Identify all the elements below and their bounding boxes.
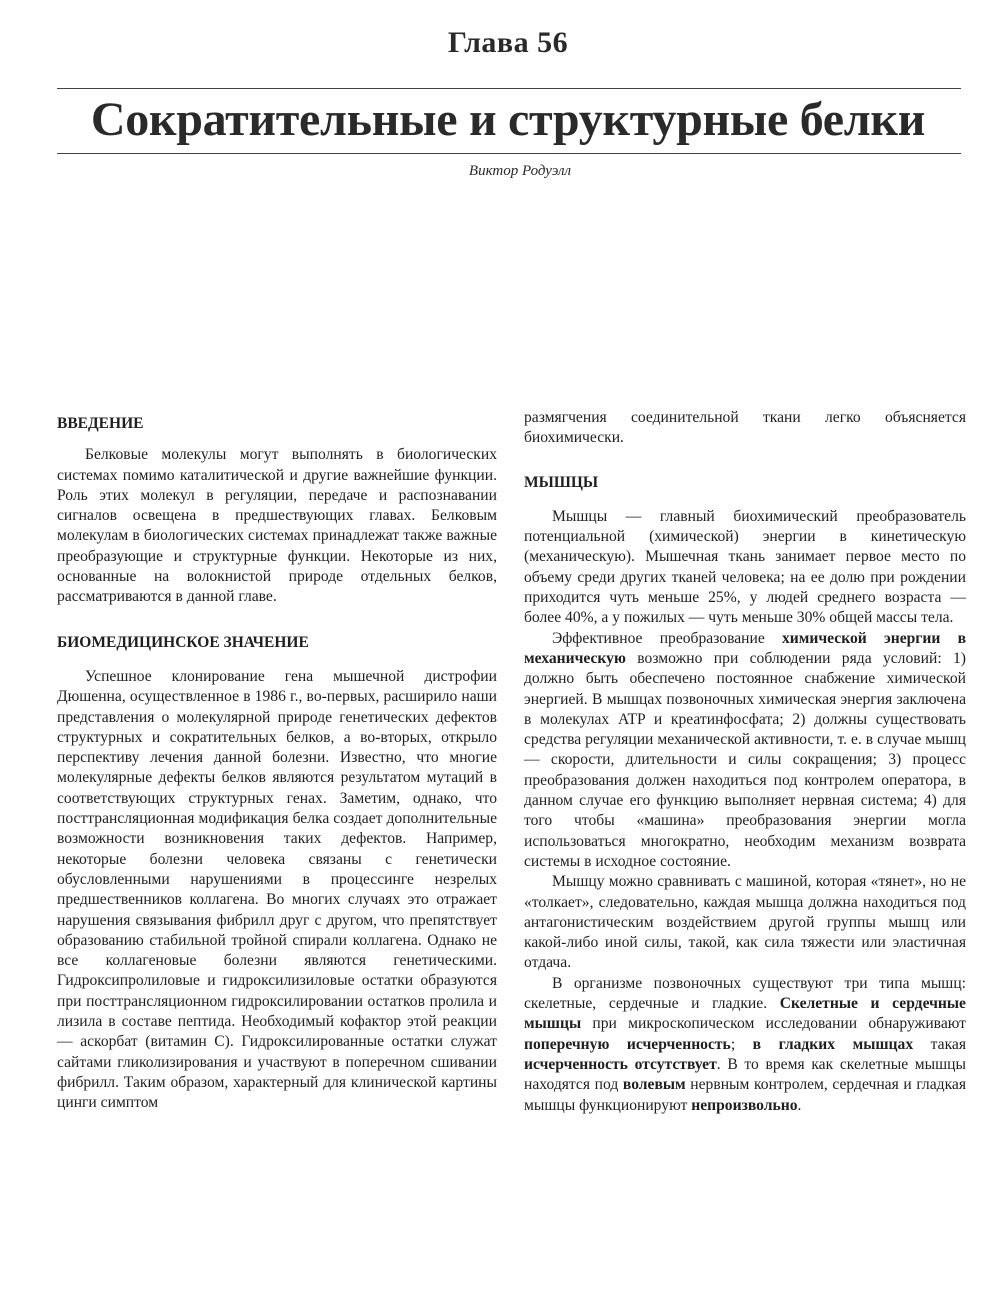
author-name: Виктор Родуэлл — [468, 163, 572, 179]
bold-term: Скелетные и сердечные мышцы — [524, 995, 966, 1033]
biomedical-paragraph: Успешное клонирование гена мышечной дистрофии Дюшенна, осуществленное в 1986 г., во-первых, расширило наши представления о молекулярной природе генетических дефектов структурных и сократительных белков, а во-вторых, открыло перспективу лечения данной болезни. Известно, что многие молекулярные дефекты белков являются результатом мутаций в соответствующих структурных генах. Заметим, однако, что посттрансляционная модификация белка создает дополнительные возможности возникновения таких дефектов. Например, некоторые болезни человека связаны с генетически обусловленными нарушениями в процессинге незрелых предшественников коллагена. Во многих случаях это отражает нарушения связывания фибрилл друг с другом, что препятствует образованию стабильной тройной спирали коллагена. Однако не все коллагеновые болезни являются генетическими. Гидроксипролиловые и гидроксилизиловые остатки образуются при посттрансляционном гидроксилировании остатков пролила и лизила в составе пептида. Необходимый кофактор этой реакции — аскорбат (витамин С). Гидроксилированные остатки служат сайтами гликолизирования и участвуют в поперечном сшивании фибрилл. Таким образом, характерный для клинической картины цинги симптом — [57, 667, 497, 1112]
muscles-paragraph-4 — [524, 974, 966, 1116]
biomedical-paragraph-continuation: размягчения соединительной ткани легко объясняется биохимически. — [524, 409, 966, 447]
title-bottom-rule — [57, 153, 961, 154]
section-heading-biomedical: БИОМЕДИЦИНСКОЕ ЗНАЧЕНИЕ — [57, 633, 309, 651]
section-heading-muscles: МЫШЦЫ — [524, 473, 599, 491]
text-run: нервным контролем, сердечная и гладкая мышцы функционируют — [524, 1076, 966, 1114]
bold-term: в гладких мышцах — [752, 1035, 914, 1053]
left-column — [57, 408, 497, 1114]
text-run: В организме позвоночных существуют три типа мышц: скелетные, сердечные и гладкие. — [524, 974, 966, 1013]
text-run: возможно при соблюдении ряда условий: 1) должно быть обеспечено постоянное снабжение химической энергией. В мышцах позвоночных химическая энергия заключена в молекулах ATP и креатинфосфата; 2) должны существовать средства регуляции механической активности, т. е. в случае мышц — скорости, длительности и силы сокращения; 3) процесс преобразования должен находиться под контролем оператора, в данном случае его функцию выполняет нервная система; 4) для того чтобы «машина» преобразования энергии могла использоваться многократно, необходим механизм возврата системы в исходное состояние. — [524, 649, 966, 870]
intro-paragraph: Белковые молекулы могут выполнять в биологических системах помимо каталитической и другие важнейшие функции. Роль этих молекул в регуляции, передаче и распознавании сигналов освещена в предшествующих главах. Белковым молекулам в биологических системах принадлежат также важные преобразующие и структурные функции. Некоторые из них, основанные на волокнистой природе отдельных белков, рассматриваются в данной главе. — [57, 446, 497, 606]
section-heading-intro: ВВЕДЕНИЕ — [57, 415, 144, 432]
text-run: ; — [730, 1035, 753, 1053]
text-run: Эффективное преобразование — [552, 629, 782, 647]
text-run: . В то время как скелетные мышцы находятся под — [524, 1055, 966, 1094]
chapter-title: Сократительные и структурные белки — [90, 93, 926, 146]
chapter-number: Глава 56 — [447, 26, 569, 59]
text-run: такая — [913, 1035, 967, 1053]
muscles-paragraph-2 — [524, 629, 966, 873]
text-run: . — [797, 1096, 802, 1114]
muscles-paragraph-3: Мышцу можно сравнивать с машиной, которая «тянет», но не «толкает», следовательно, каждая мышца должна находиться под антагонистическим воздействием другой группы мышц или какой-либо иной силы, такой, как сила тяжести или эластичная отдача. — [524, 873, 966, 972]
bold-term: химической энергии в механическую — [524, 629, 966, 667]
right-column — [524, 408, 966, 1116]
bold-term: исчерченность отсутствует — [524, 1055, 717, 1073]
text-run: при микроскопическом исследовании обнаруживают — [581, 1015, 966, 1033]
bold-term: непроизвольно — [691, 1096, 798, 1114]
bold-term: волевым — [622, 1076, 686, 1094]
bold-term: поперечную исчерченность — [524, 1035, 731, 1053]
muscles-paragraph-1: Мышцы — главный биохимический преобразователь потенциальной (химической) энергии в кинетическую (механическую). Мышечная ткань занимает первое место по объему среди других тканей человека; на ее долю при рождении приходится чуть меньше 25%, у людей среднего возраста — более 40%, а у пожилых — чуть меньше 30% общей массы тела. — [524, 507, 966, 627]
